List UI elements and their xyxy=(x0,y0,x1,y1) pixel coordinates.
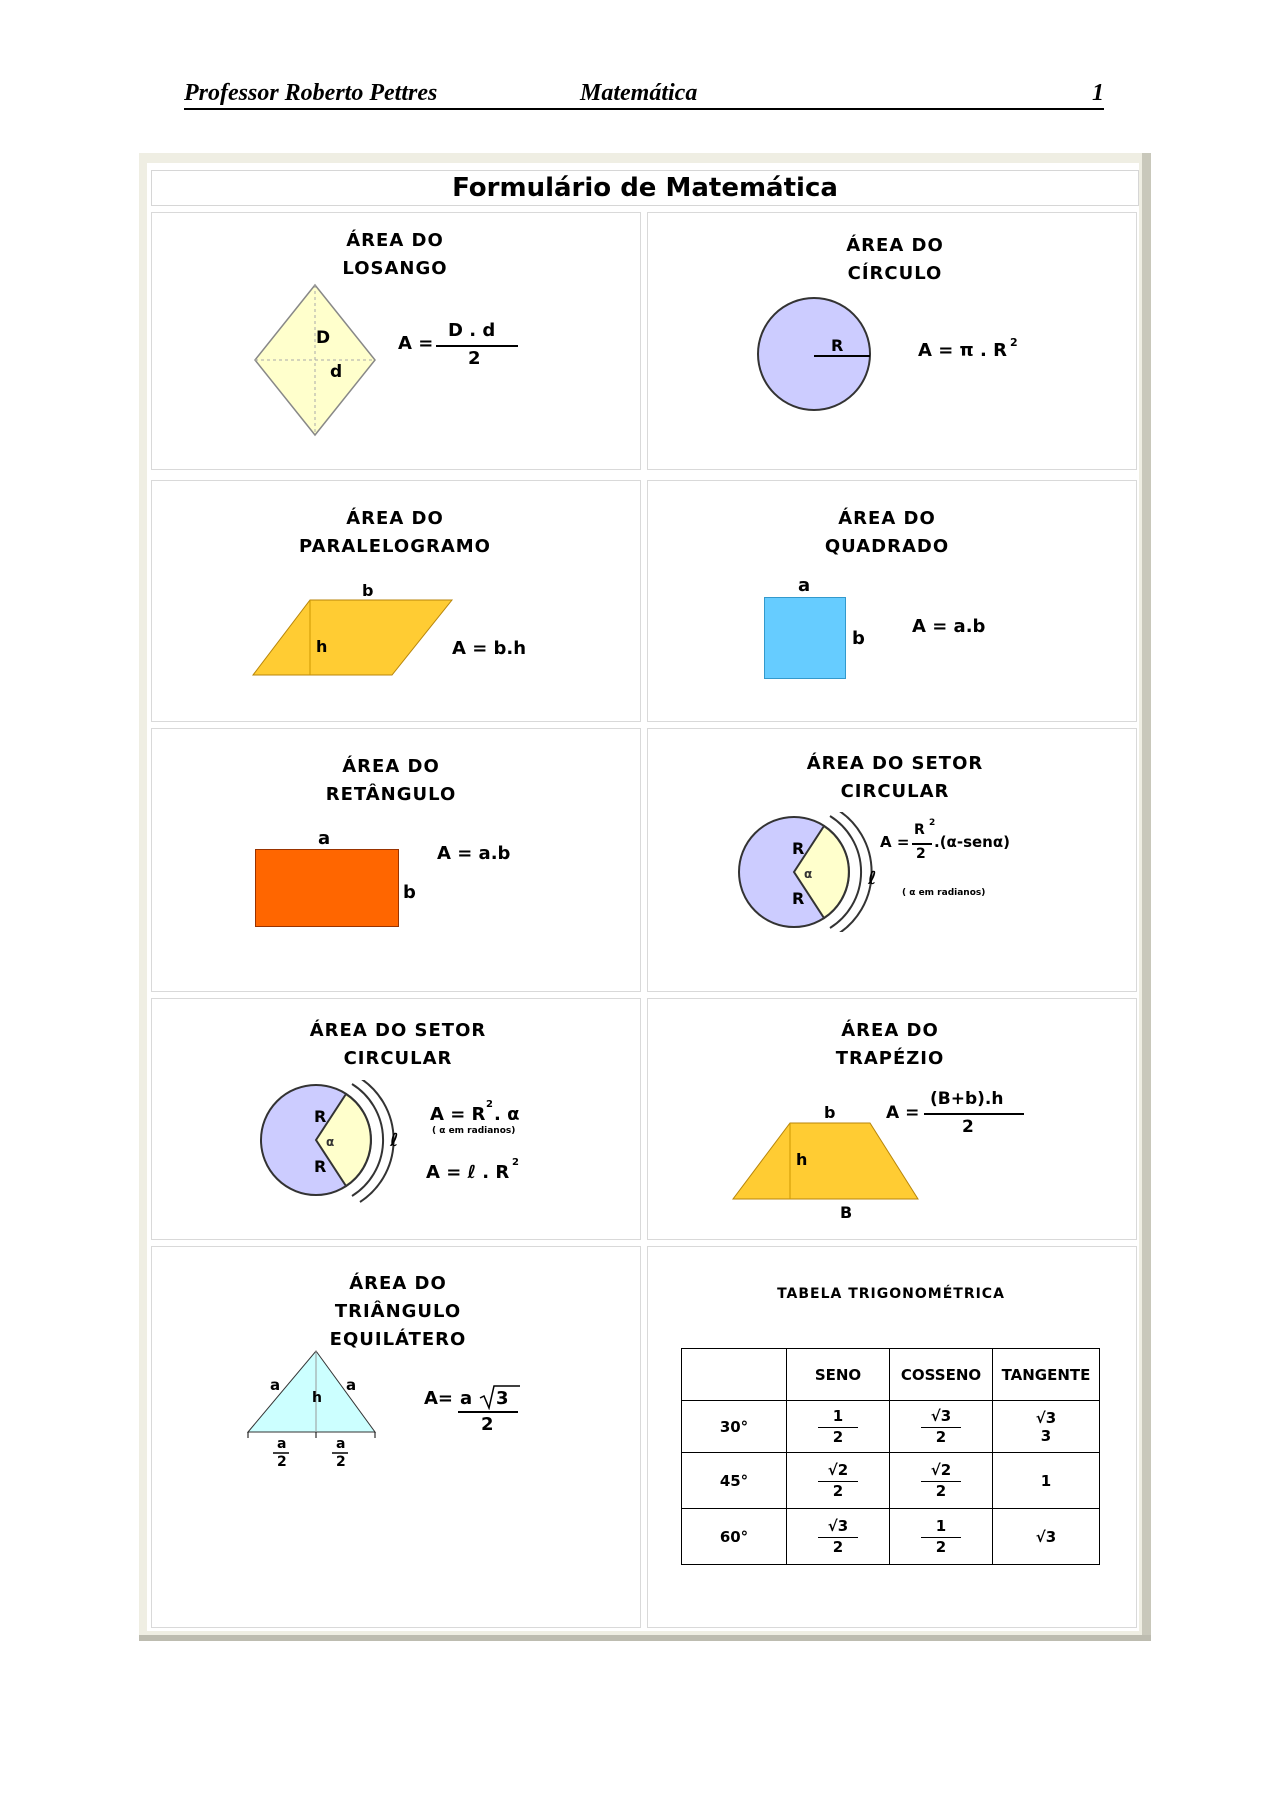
circle-figure xyxy=(754,294,874,414)
radians-note: ( α em radianos) xyxy=(902,888,986,898)
page-number: 1 xyxy=(1092,80,1104,106)
base-label: b xyxy=(362,581,374,600)
triangle-formula-lhs: A= xyxy=(424,1388,454,1409)
sector-figure-1 xyxy=(736,812,876,932)
sector-formula-exp: 2 xyxy=(929,818,936,828)
trig-table xyxy=(681,1348,1100,1565)
triangle-formula-den: 2 xyxy=(481,1414,494,1435)
angle-label: α xyxy=(804,867,813,881)
circle-exponent: 2 xyxy=(1010,336,1018,349)
fraction-bar xyxy=(436,345,518,347)
half-num-1: a xyxy=(277,1436,287,1452)
quadrado-title: ÁREA DO QUADRADO xyxy=(824,508,950,557)
tan-60: √3 xyxy=(993,1509,1100,1565)
sector-formula-2: A = ℓ . R xyxy=(426,1162,510,1183)
sector-formula-den: 2 xyxy=(916,846,926,862)
paralelogramo-title: ÁREA DO PARALELOGRAMO xyxy=(299,508,491,557)
side-b-label: b xyxy=(403,882,416,903)
sector-formula-1-tail: . α xyxy=(494,1104,520,1125)
sin-30: 1 2 xyxy=(787,1401,890,1453)
angle-cell: 45° xyxy=(682,1453,787,1509)
fraction-bar xyxy=(458,1411,518,1413)
bottom-base-label: B xyxy=(840,1203,853,1218)
setor-2-title: ÁREA DO SETOR CIRCULAR xyxy=(309,1020,487,1069)
header-tangente: TANGENTE xyxy=(993,1349,1100,1401)
radius-label-2: R xyxy=(792,889,805,908)
radians-note: ( α em radianos) xyxy=(432,1126,516,1136)
trapezoid-formula-den: 2 xyxy=(962,1117,974,1137)
parallelogram-figure xyxy=(250,580,460,680)
cos-30: √3 2 xyxy=(890,1401,993,1453)
fraction-bar xyxy=(912,843,932,845)
header-cosseno: COSSENO xyxy=(890,1349,993,1401)
subject: Matemática xyxy=(580,80,698,106)
page-header xyxy=(184,78,1104,110)
half-den-1: 2 xyxy=(277,1454,287,1470)
height-label: h xyxy=(316,637,328,656)
cos-45: √2 2 xyxy=(890,1453,993,1509)
triangle-formula-root: 3 xyxy=(496,1388,509,1409)
formula-num: D . d xyxy=(448,320,496,341)
diag-d-label: d xyxy=(330,362,343,382)
losango-title: ÁREA DO LOSANGO xyxy=(342,230,448,279)
square-formula: A = a.b xyxy=(912,616,986,637)
row-45 xyxy=(682,1453,1100,1509)
radius-label: R xyxy=(831,336,844,355)
arc-label: ℓ xyxy=(390,1130,399,1151)
sector-formula-num: R xyxy=(914,822,925,838)
side-b-label: b xyxy=(852,628,865,649)
trig-header-row xyxy=(682,1349,1100,1401)
height-label: h xyxy=(312,1390,322,1406)
tan-45: 1 xyxy=(993,1453,1100,1509)
corner-cell xyxy=(682,1349,787,1401)
radius-label-2: R xyxy=(314,1157,327,1176)
arc-label: ℓ xyxy=(868,868,876,889)
diag-D-label: D xyxy=(316,328,331,348)
sector-formula-2-exp: 2 xyxy=(512,1157,519,1168)
square-figure xyxy=(764,597,846,679)
rectangle-figure xyxy=(255,849,399,927)
tan-30: √3 3 xyxy=(993,1401,1100,1453)
side-a-label: a xyxy=(798,575,811,596)
radius-label-1: R xyxy=(314,1107,327,1126)
page-title: Formulário de Matemática xyxy=(151,170,1139,206)
sector-formula-1-exp: 2 xyxy=(486,1099,493,1110)
sector-formula-1: A = R xyxy=(430,1104,486,1125)
row-60 xyxy=(682,1509,1100,1565)
half-num-2: a xyxy=(336,1436,346,1452)
half-den-2: 2 xyxy=(336,1454,346,1470)
fraction-bar xyxy=(924,1113,1024,1115)
sector-figure-2 xyxy=(258,1080,408,1204)
author: Professor Roberto Pettres xyxy=(184,80,438,106)
top-base-label: b xyxy=(824,1103,836,1122)
angle-label: α xyxy=(326,1135,335,1149)
circulo-title: ÁREA DO CÍRCULO xyxy=(846,235,944,284)
radius-label-1: R xyxy=(792,839,805,858)
setor-1-title: ÁREA DO SETOR CIRCULAR xyxy=(806,753,984,802)
side-label-right: a xyxy=(346,1376,357,1394)
side-label-left: a xyxy=(270,1376,281,1394)
height-label: h xyxy=(796,1150,808,1169)
sin-60: √3 2 xyxy=(787,1509,890,1565)
sector-formula-lhs: A = xyxy=(880,833,910,851)
angle-cell: 60° xyxy=(682,1509,787,1565)
cos-60: 1 2 xyxy=(890,1509,993,1565)
rectangle-formula: A = a.b xyxy=(437,843,511,864)
trapezoid-formula-lhs: A = xyxy=(886,1103,920,1123)
formula-lhs: A = xyxy=(398,333,434,354)
trapezio-title: ÁREA DO TRAPÉZIO xyxy=(835,1020,945,1069)
circle-formula: A = π . R xyxy=(918,340,1008,361)
triangulo-title: ÁREA DO TRIÂNGULO EQUILÁTERO xyxy=(329,1273,467,1350)
sector-formula-rest: .(α-senα) xyxy=(934,833,1011,851)
trig-title: TABELA TRIGONOMÉTRICA xyxy=(777,1286,1005,1302)
header-seno: SENO xyxy=(787,1349,890,1401)
triangle-figure xyxy=(240,1348,390,1478)
formula-den: 2 xyxy=(468,348,481,369)
rhombus-figure xyxy=(250,280,380,440)
row-30 xyxy=(682,1401,1100,1453)
triangle-formula-a: a xyxy=(460,1388,473,1409)
retangulo-title: ÁREA DO RETÂNGULO xyxy=(325,756,457,805)
sin-45: √2 2 xyxy=(787,1453,890,1509)
parallelogram-formula: A = b.h xyxy=(452,638,527,659)
trapezoid-formula-num: (B+b).h xyxy=(930,1089,1004,1109)
angle-cell: 30° xyxy=(682,1401,787,1453)
side-a-label: a xyxy=(318,828,331,849)
